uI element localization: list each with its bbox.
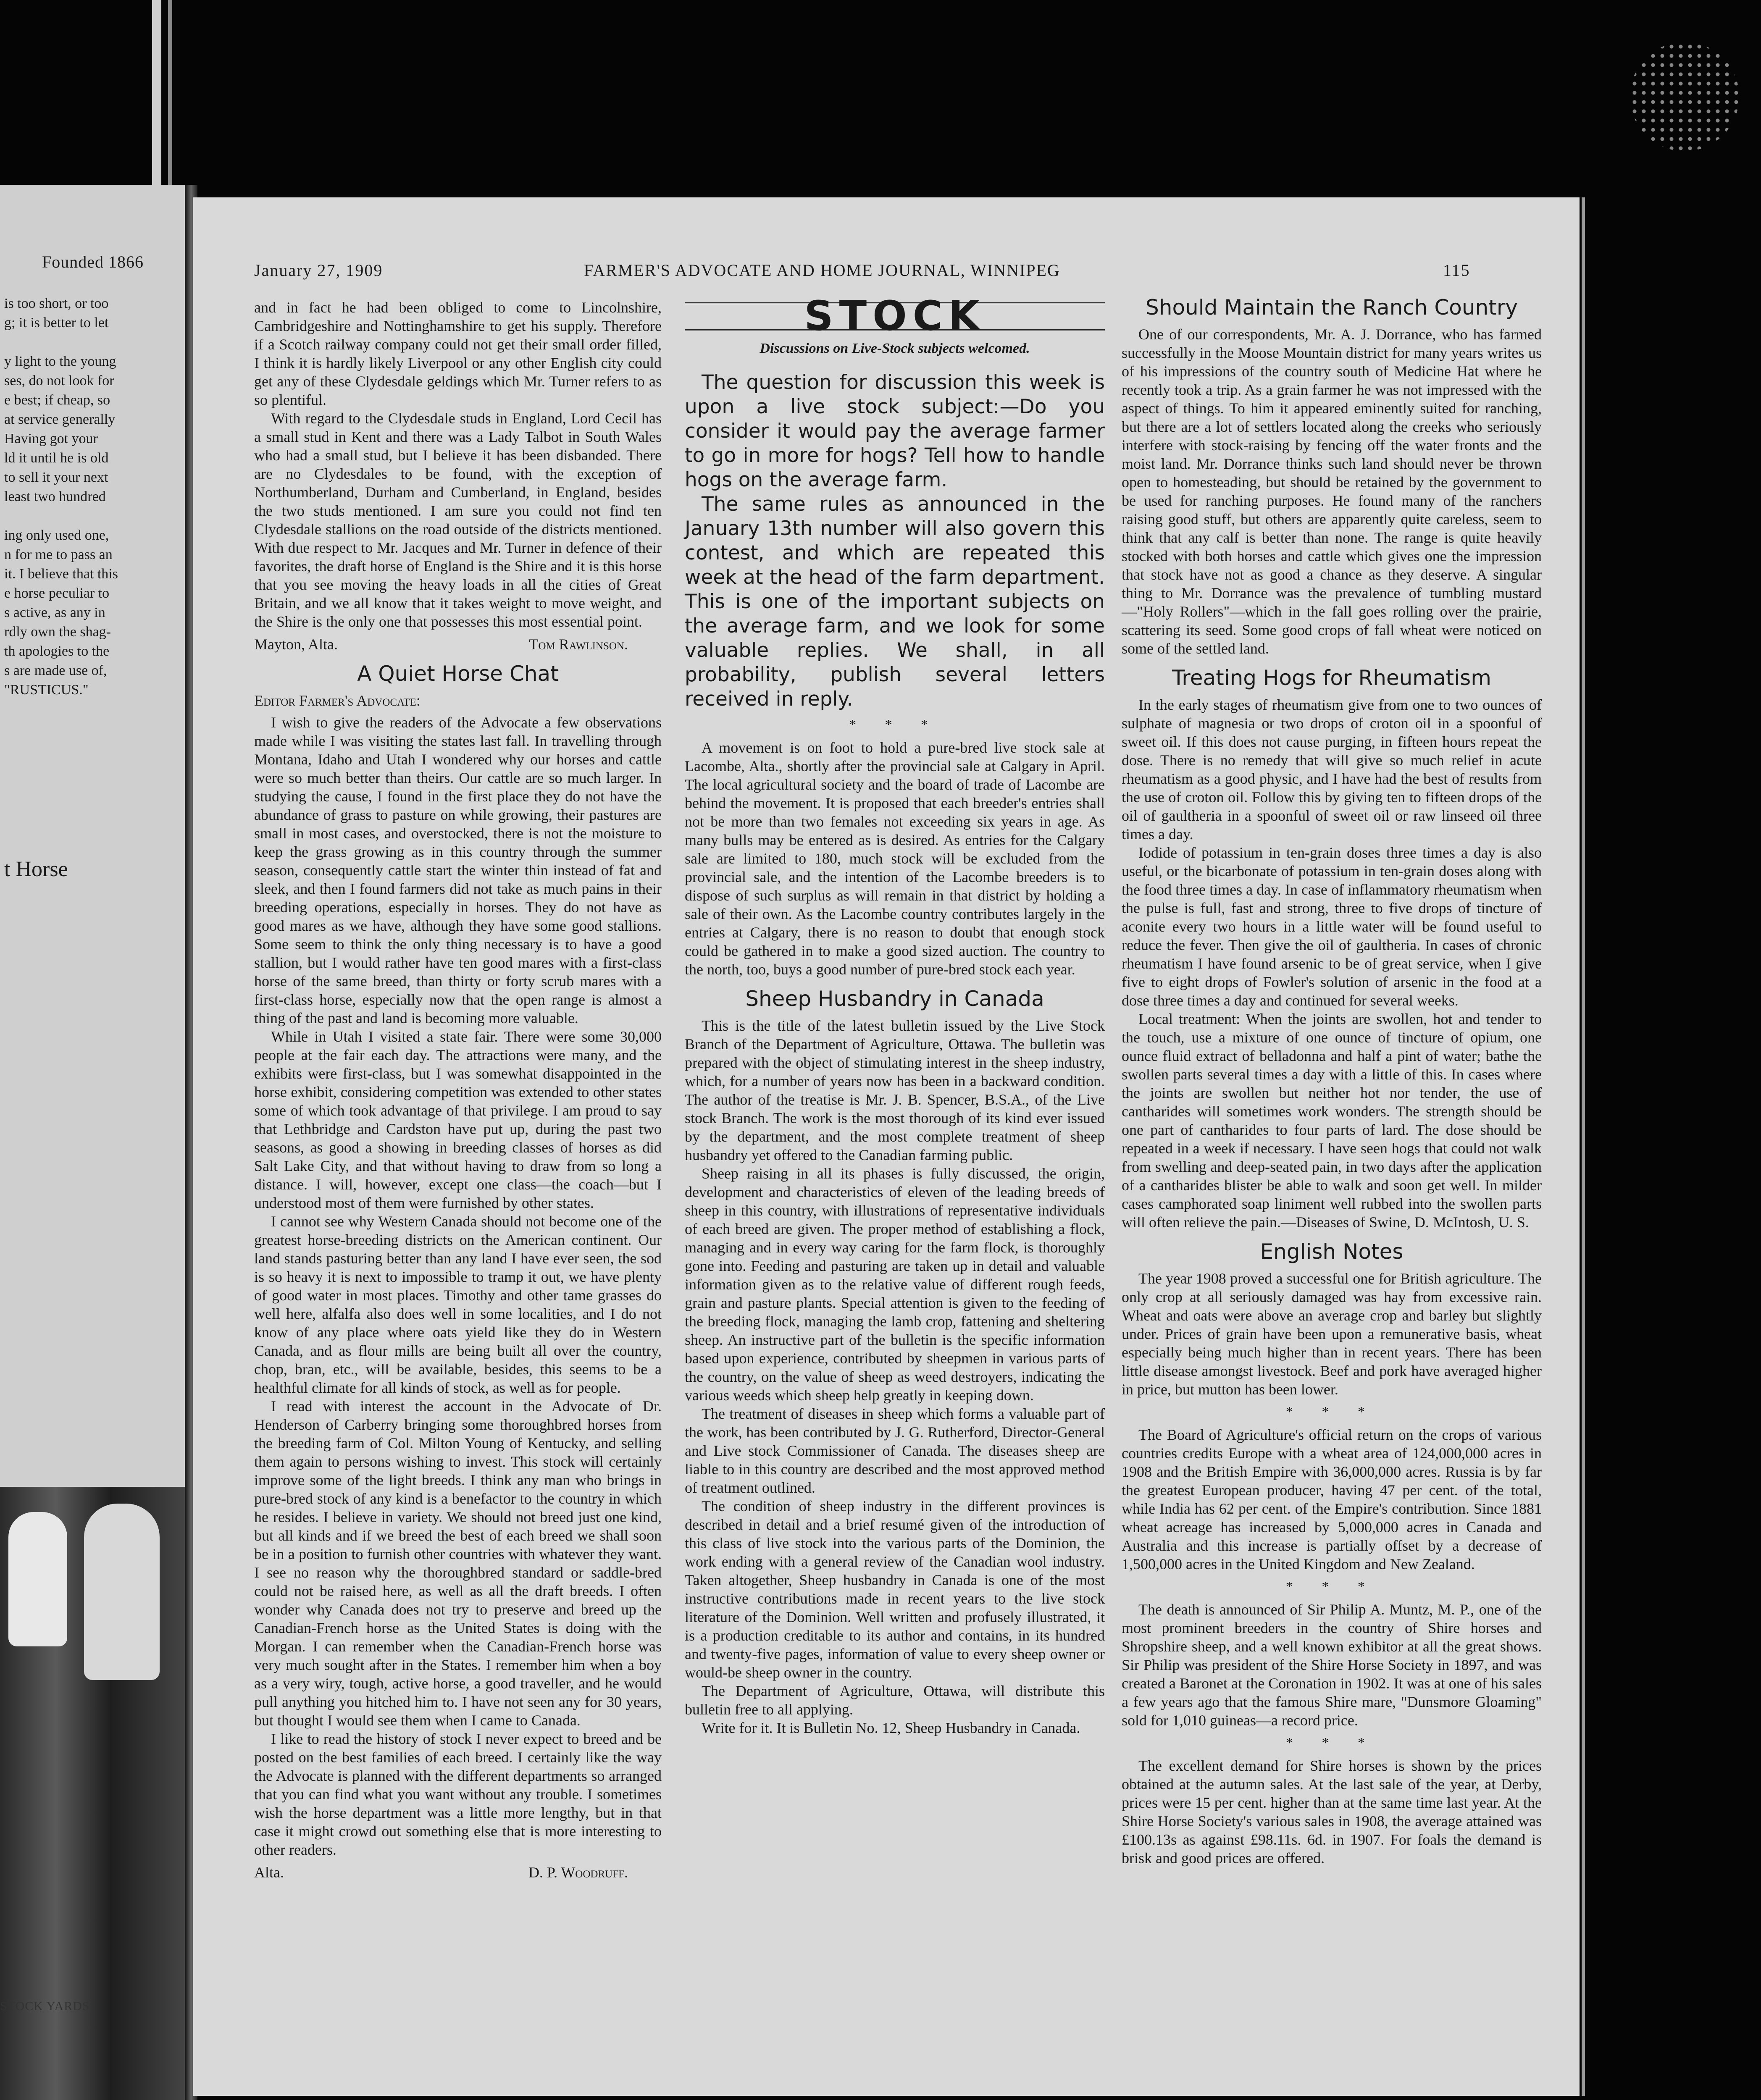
article-paragraph: Sheep raising in all its phases is fully discussed, the origin, development and characteristics of eleven of the leading breeds of sheep in this country, with illustrations of representative individuals of each breed are given. The proper method of establishing a flock, managing and in every way caring for the farm flock, is thoroughly gone into. Feeding and pasturing are taken up in detail and valuable information given as to the relative value of different rough feeds, grain and pasture plants. Special attention is given to the feeding of the breeding flock, managing the lamb crop, fattening and sheltering sheep. An instructive part of the bulletin is the specific information based upon experience, contributed by sheepmen in various parts of the country, on the value of sheep as weed destroyers, indicating the various weeds which sheep help greatly in keeping down.	[685, 1165, 1105, 1404]
article-heading: Should Maintain the Ranch Country	[1146, 295, 1518, 320]
article-paragraph: The year 1908 proved a successful one for British agriculture. The only crop at all seriously damaged was hay from excessive rain. Wheat and oats were above an average crop and barley but slightly under. Prices of grain have been upon a remunerative basis, wheat especially being much higher than in recent years. There has been little disease amongst livestock. Beef and pork have averaged higher in price, but mutton has been lower.	[1122, 1270, 1542, 1398]
left-page-header: Founded 1866	[42, 252, 144, 271]
section-separator: * * *	[1286, 1404, 1377, 1420]
article-paragraph: A movement is on foot to hold a pure-bred live stock sale at Lacombe, Alta., shortly after the provincial sale at Calgary in April. The local agricultural society and the board of trade of Lacombe are behind the movement. It is proposed that each breeder's entries shall not be more than two females not exceeding six years in age. As many bulls may be entered as is desired. As entries for the Calgary sale are limited to 180, much stock will be excluded from the provincial sale, and the intention of the Lacombe breeders is to dispose of such surplus as will remain in that district by holding a sale of their own. As the Lacombe country contributes largely in the entries at Calgary, there is no reason to doubt that enough stock could be gathered in to make a good sized auction. The country to the north, too, buys a good number of pure-bred stock each year.	[685, 739, 1105, 978]
column-1	[254, 298, 662, 1886]
article-heading: English Notes	[1260, 1239, 1404, 1264]
left-page-line: y light to the young	[4, 354, 116, 369]
left-page-line: ing only used one,	[4, 528, 109, 543]
article-paragraph: I like to read the history of stock I never expect to breed and be posted on the best families of each breed. I certainly like the way the Advocate is planned with the different departments so arranged that you can find what you want without any trouble. I sometimes wish the horse department was a little more lengthy, but in that case it might crowd out something else that is more interesting to other readers.	[254, 1730, 662, 1858]
article-paragraph: The Department of Agriculture, Ottawa, will distribute this bulletin free to all applying.	[685, 1683, 1105, 1718]
left-page-line: "RUSTICUS."	[4, 682, 89, 698]
article-paragraph: I wish to give the readers of the Advocate a few observations made while I was visiting the states last fall. In travelling through Montana, Idaho and Utah I wondered why our horses and cattle were so much better than theirs. Our cattle are so much larger. In studying the cause, I found in the first place they do not have the abundance of grass to pasture on while growing, their pastures are small in most cases, and overstocked, there is not the moisture to keep the grass growing as in this country through the summer season, consequently cattle start the winter thin instead of fat and sleek, and then I found farmers did not take as much pains in their breeding operations, especially in horses. They do not have as good mares as we have, although they have some good stallions. Some seem to think the only thing necessary is to have a good stallion, but I would rather have ten good mares with a first-class horse of the same breed, than thirty or forty scrub mares with a first-class horse, especially now that the open range is almost a thing of the past and land is becoming more valuable.	[254, 714, 662, 1026]
article-paragraph: In the early stages of rheumatism give from one to two ounces of sulphate of magnesia or two drops of croton oil in a spoonful of sweet oil. If this does not cause purging, in fifteen hours repeat the dose. There is no remedy that will give so much relief in acute rheumatism as a good physic, and I have had the best of results from the use of croton oil. Follow this by giving ten to fifteen drops of the oil of gaultheria in a spoonful of sweet oil or raw linseed oil three times a day.	[1122, 696, 1542, 843]
left-page-line: ses, do not look for	[4, 373, 114, 388]
article-heading: A Quiet Horse Chat	[357, 662, 559, 686]
signature	[254, 635, 662, 654]
article-heading: Sheep Husbandry in Canada	[745, 987, 1044, 1011]
scanner-artifact	[1630, 42, 1739, 151]
section-separator: * * *	[1286, 1579, 1377, 1594]
article-paragraph: The condition of sheep industry in the different provinces is described in detail and a brief resumé given of the introduction of this class of live stock into the various parts of the Dominion, the work ending with a general review of the Canadian wool industry. Taken altogether, Sheep husbandry in Canada is one of the most instructive contributions made in recent years to the live stock literature of the Dominion. Well written and profusely illustrated, it is a production creditable to its author and contains, in its hundred and twenty-five pages, information of value to every sheep owner or would-be sheep owner in the country.	[685, 1498, 1105, 1681]
signature-place: Mayton, Alta.	[254, 636, 338, 653]
article-paragraph: The excellent demand for Shire horses is shown by the prices obtained at the autumn sales. At the last sale of the year, at Derby, prices were 15 per cent. higher than at the same time last year. At the Shire Horse Society's various sales in 1908, the average attained was £100.13s as against £98.11s. 6d. in 1907. For foals the demand is brisk and good prices are offered.	[1122, 1757, 1542, 1866]
question-paragraph: The same rules as announced in the January 13th number will also govern this contest, and which are repeated this week at the head of the farm department. This is one of the important subjects on the average farm, and we look for some valuable replies. We shall, in all probability, publish several letters received in reply.	[685, 493, 1105, 711]
running-head-date: January 27, 1909	[254, 261, 383, 280]
section-separator: * * *	[1286, 1735, 1377, 1751]
left-page-line: e horse peculiar to	[4, 585, 110, 601]
article-paragraph: and in fact he had been obliged to come to Lincolnshire, Cambridgeshire and Nottinghamshire to get his supply. Therefore if a Scotch railway company could not get their small order filled, I think it is hardly likely Liverpool or any other English city could get any of these Clydesdale geldings which Mr. Turner refers to as so plentiful.	[254, 299, 662, 408]
discussion-question	[685, 370, 1105, 711]
signature-place: Alta.	[254, 1864, 284, 1881]
photo-figure	[84, 1504, 160, 1680]
signature-name: D. P. Woodruff.	[528, 1864, 628, 1881]
section-title: STOCK	[804, 292, 986, 339]
signature	[254, 1863, 662, 1882]
left-page-line	[4, 333, 181, 352]
photo-caption: STOCK YARDS	[0, 1999, 90, 2013]
left-page-line: e best; if cheap, so	[4, 392, 110, 408]
left-page-line: ld it until he is old	[4, 450, 109, 466]
column-2	[685, 292, 1105, 1737]
newspaper-page	[193, 197, 1580, 2096]
left-page-line: n for me to pass an	[4, 547, 113, 562]
editor-salutation: Editor Farmer's Advocate:	[254, 692, 421, 709]
section-separator: * * *	[849, 717, 941, 732]
article-heading: Treating Hogs for Rheumatism	[1172, 666, 1491, 690]
left-page-line: th apologies to the	[4, 643, 110, 659]
page-edge	[1582, 197, 1585, 2096]
question-paragraph: The question for discussion this week is upon a live stock subject:—Do you consider it would pay the average farmer to go in more for hogs? Tell how to handle hogs on the average farm.	[685, 371, 1105, 491]
left-page-line	[4, 507, 181, 526]
signature-name: Tom Rawlinson.	[529, 636, 628, 653]
left-page-line: is too short, or too	[4, 296, 109, 311]
article-paragraph: One of our correspondents, Mr. A. J. Dorrance, who has farmed successfully in the Moose Mountain district for many years writes us of his impressions of the country south of Medicine Hat where he recently took a trip. As a grain farmer he was not impressed with the aspect of things. To him it appeared eminently suited for ranching, but there are a lot of settlers located along the creeks who seriously interfere with stock-raising by fencing off the water fronts and the moist land. Mr. Dorrance thinks such land should never be thrown open to homesteading, but should be retained by the government to be used for ranching purposes. He found many of the ranchers raising good stuff, but others are apparently quite careless, seem to think that any calf is better than none. The range is quite heavily stocked with both horses and cattle which gives one the impression that stock have not as good a chance as they deserve. A singular thing to Mr. Dorrance was the prevalence of tumbling mustard—"Holy Rollers"—which in the fall goes rolling over the prairie, scattering its seed. Some good crops of fall wheat were noticed on some of the settled land.	[1122, 326, 1542, 657]
article-paragraph: This is the title of the latest bulletin issued by the Live Stock Branch of the Department of Agriculture, Ottawa. The bulletin was prepared with the object of stimulating interest in the sheep industry, which, for a number of years now has been in a backward condition. The author of the treatise is Mr. J. B. Spencer, B.S.A., of the Live stock Branch. The work is the most thorough of its kind ever issued by the department, and the most complete treatment of sheep husbandry yet offered to the Canadian farming public.	[685, 1017, 1105, 1163]
left-page-subheading: t Horse	[4, 857, 68, 881]
article-paragraph: Local treatment: When the joints are swollen, hot and tender to the touch, use a mixture of one ounce of tincture of opium, one ounce fluid extract of belladonna and half a pint of water; bathe the swollen parts several times a day with a little of this. In cases where the joints are swollen but neither hot nor tender, the use of cantharides will sometimes work wonders. The strength should be one part of cantharides to four parts of lard. The dose should be repeated in a week if necessary. I have seen hogs that could not walk from swelling and deep-seated pain, in two days after the application of a cantharides blister be able to walk and soon get well. In milder cases camphorated soap liniment well rubbed into the swollen parts will often relieve the pain.—Diseases of Swine, D. McIntosh, U. S.	[1122, 1011, 1542, 1231]
left-page-line: s active, as any in	[4, 605, 105, 620]
left-page-line: Having got your	[4, 431, 98, 446]
left-page-line: at service generally	[4, 412, 116, 427]
article-paragraph: While in Utah I visited a state fair. There were some 30,000 people at the fair each day. The attractions were many, and the exhibits were first-class, but I was somewhat disappointed in the horse exhibit, considering competition was extended to other states some of which took advantage of that privilege. I am proud to say that Lethbridge and Cardston have put up, during the past two seasons, as good a showing in breeding classes of horses as did Salt Lake City, and that without having to draw from so long a distance. I will, however, except one class—the coach—but I understood most of them were furnished by other states.	[254, 1028, 662, 1211]
left-page-line: it. I believe that this	[4, 566, 118, 582]
left-facing-page	[0, 185, 185, 2100]
article-paragraph: The treatment of diseases in sheep which forms a valuable part of the work, has been contributed by J. G. Rutherford, Director-General and Live stock Commissioner of Canada. The diseases sheep are liable to in this country are described and the most approved method of treatment outlined.	[685, 1405, 1105, 1496]
article-paragraph: Write for it. It is Bulletin No. 12, Sheep Husbandry in Canada.	[702, 1719, 1080, 1736]
article-paragraph: With regard to the Clydesdale studs in England, Lord Cecil has a small stud in Kent and there was a Lady Talbot in South Wales who had a small stud, but I believe it has been disbanded. There are no Clydesdales to be found, with the exception of Northumberland, Durham and Cumberland, in England, besides the two studs mentioned. I am sure you could not find ten Clydesdale stallions on the road outside of the districts mentioned. With due respect to Mr. Jacques and Mr. Turner in defence of their favorites, the draft horse of England is the Shire and it is this horse that you see moving the heavy loads in all the cities of Great Britain, and we all know that it takes weight to move weight, and the Shire is the only one that possesses this most essential point.	[254, 410, 662, 630]
running-head-title: FARMER'S ADVOCATE AND HOME JOURNAL, WINNIPEG	[584, 261, 1060, 280]
article-paragraph: I cannot see why Western Canada should not become one of the greatest horse-breeding districts on the American continent. Our land stands pasturing better than any land I have ever seen, the sod is so heavy it is next to impossible to tramp it out, we have plenty of good water in most places. Timothy and other tame grasses do well here, alfalfa also does well in some localities, and I do not know of any place where oats yield like they do in Western Canada, and as flour mills are being built all over the country, chop, bran, etc., will be available, besides, this seems to be a healthful climate for all kinds of stock, as well as for people.	[254, 1213, 662, 1396]
left-page-line: least two hundred	[4, 489, 106, 504]
left-page-line: g; it is better to let	[4, 315, 109, 331]
photo-figure	[8, 1512, 67, 1646]
article-paragraph: Iodide of potassium in ten-grain doses three times a day is also useful, or the bicarbonate of potassium in ten-grain doses along with the food three times a day. In case of inflammatory rheumatism when the pulse is full, fast and strong, three to five drops of tincture of aconite every two hours in a little water will be found useful to reduce the fever. Then give the oil of gaultheria. In cases of chronic rheumatism I have found arsenic to be of great service, when I give five to eight drops of Fowler's solution of arsenic in the food at a dose three times a day and continued for several weeks.	[1122, 844, 1542, 1009]
left-page-text	[4, 294, 181, 700]
article-paragraph: The death is announced of Sir Philip A. Muntz, M. P., one of the most prominent breeders in the country of Shire horses and Shropshire sheep, and a well known exhibitor at all the great shows. Sir Philip was president of the Shire Horse Society in 1897, and was created a Baronet at the Coronation in 1902. It was at one of his sales a few years ago that the famous Shire mare, "Dunsmore Gloaming" sold for 1,010 guineas—a record price.	[1122, 1601, 1542, 1729]
left-page-line: rdly own the shag-	[4, 624, 111, 640]
left-page-line: s are made use of,	[4, 663, 107, 678]
article-paragraph: The Board of Agriculture's official return on the crops of various countries credits Europe with a wheat area of 124,000,000 acres in 1908 and the British Empire with 36,000,000 acres. Russia is by far the greatest European producer, having 47 per cent. of the total, while India has 62 per cent. of the Empire's contribution. Since 1881 wheat acreage has increased by 5,000,000 acres in Canada and Australia and this increase is partially offset by a decrease of 1,500,000 acres in the United Kingdom and New Zealand.	[1122, 1426, 1542, 1572]
column-3	[1122, 295, 1542, 1867]
article-paragraph: I read with interest the account in the Advocate of Dr. Henderson of Carberry bringing some thoroughbred horses from the breeding farm of Col. Milton Young of Kentucky, and selling them again to persons wishing to invest. This stock will certainly improve some of the light breeds. I think any man who brings in pure-bred stock of any kind is a benefactor to the country in which he resides. I believe in variety. We should not breed just one kind, but all kinds and if we breed the best of each breed we shall soon be in a position to furnish other countries with whatever they want. I see no reason why the thoroughbred standard or saddle-bred could not be raised here, as well as all the draft breeds. I often wonder why Canada does not try to preserve and breed up the Canadian-French horse as the United States is doing with the Morgan. I can remember when the Canadian-French horse was very much sought after in the States. I remember him when a boy as a very wiry, tough, active horse, a good traveller, and he would pull anything you hitched him to. I have not seen any for 30 years, but thought I would see them when I came to Canada.	[254, 1398, 662, 1729]
left-page-line: to sell it your next	[4, 470, 108, 485]
page-number: 115	[1443, 261, 1470, 280]
section-subtitle: Discussions on Live-Stock subjects welcomed.	[760, 341, 1030, 356]
